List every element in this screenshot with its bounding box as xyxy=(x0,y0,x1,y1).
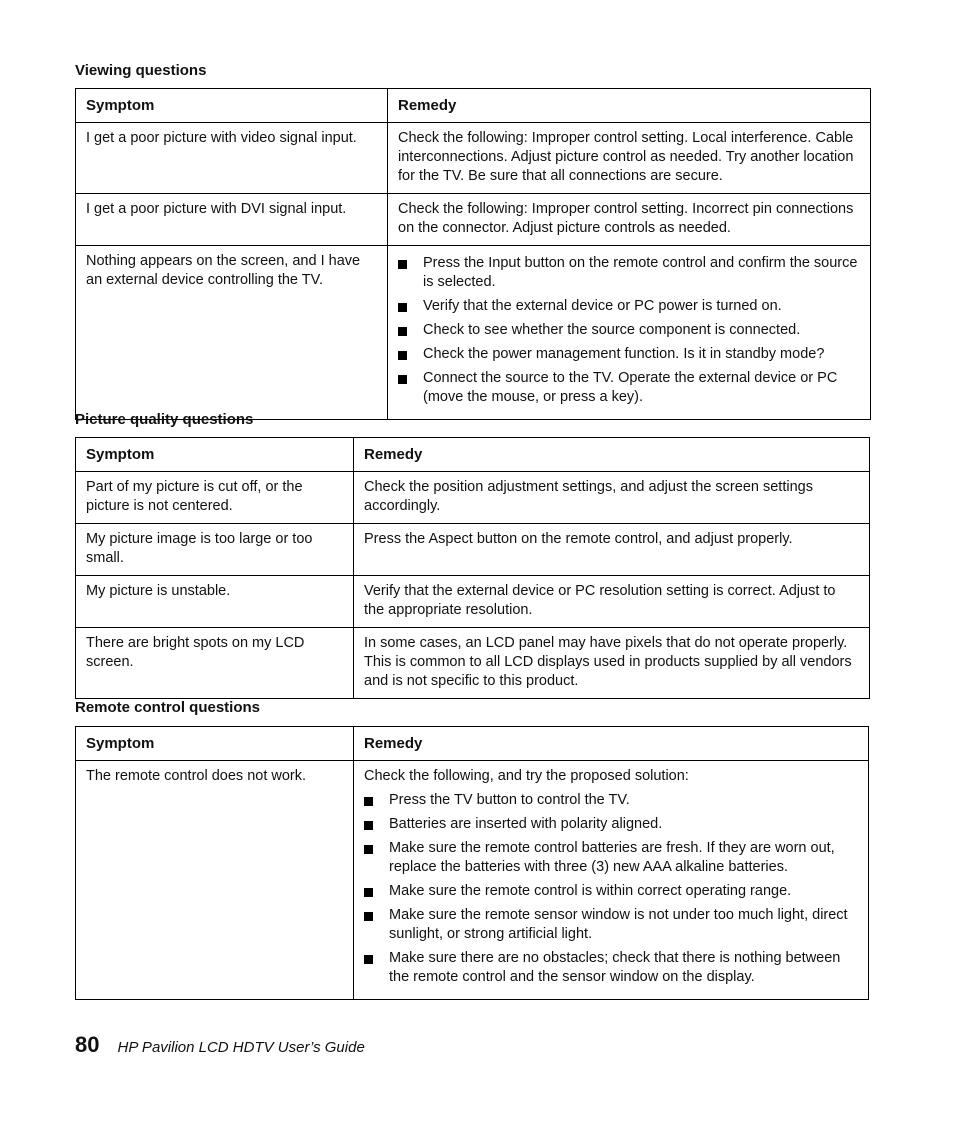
remedy-bullet-list xyxy=(364,791,858,987)
table-row xyxy=(76,472,870,524)
remedy-cell: Check the following: Improper control setting. Local interference. Cable interconnections. Adjust picture control as needed. Try another location for the TV. Be sure that all connections are secure. xyxy=(388,123,871,194)
remedy-header: Remedy xyxy=(388,89,871,123)
table-row xyxy=(76,761,869,1000)
symptom-cell: My picture image is too large or too small. xyxy=(76,524,354,576)
table-header-row xyxy=(76,89,871,123)
table-row xyxy=(76,576,870,628)
list-item: Make sure the remote sensor window is not under too much light, direct sunlight, or strong artificial light. xyxy=(364,906,858,944)
section-title-viewing: Viewing questions xyxy=(75,62,207,79)
symptom-cell: My picture is unstable. xyxy=(76,576,354,628)
table-row xyxy=(76,194,871,246)
table-header-row xyxy=(76,727,869,761)
list-item: Make sure the remote control batteries are fresh. If they are worn out, replace the batteries with three (3) new AAA alkaline batteries. xyxy=(364,839,858,877)
section-title-remote: Remote control questions xyxy=(75,699,261,716)
page-footer xyxy=(75,1032,365,1058)
list-item: Check the power management function. Is it in standby mode? xyxy=(398,345,860,364)
section-title-picture: Picture quality questions xyxy=(75,411,254,428)
remedy-cell: Check the position adjustment settings, and adjust the screen settings accordingly. xyxy=(354,472,870,524)
square-bullet-icon xyxy=(364,912,373,921)
picture-questions-table xyxy=(75,437,870,699)
square-bullet-icon xyxy=(398,351,407,360)
remedy-cell: Press the Aspect button on the remote control, and adjust properly. xyxy=(354,524,870,576)
list-item: Batteries are inserted with polarity aligned. xyxy=(364,815,858,834)
symptom-header: Symptom xyxy=(76,438,354,472)
symptom-cell: I get a poor picture with DVI signal input. xyxy=(76,194,388,246)
square-bullet-icon xyxy=(364,845,373,854)
symptom-cell: Nothing appears on the screen, and I have an external device controlling the TV. xyxy=(76,246,388,420)
table-row xyxy=(76,628,870,699)
remedy-cell: In some cases, an LCD panel may have pixels that do not operate properly. This is common to all LCD displays used in products supplied by all vendors and is not specific to this product. xyxy=(354,628,870,699)
list-item: Check to see whether the source component is connected. xyxy=(398,321,860,340)
symptom-cell: I get a poor picture with video signal input. xyxy=(76,123,388,194)
document-title: HP Pavilion LCD HDTV User’s Guide xyxy=(117,1039,365,1056)
remedy-cell: Check the following: Improper control setting. Incorrect pin connections on the connector. Adjust picture controls as needed. xyxy=(388,194,871,246)
page-number: 80 xyxy=(75,1032,100,1057)
square-bullet-icon xyxy=(364,797,373,806)
remedy-header: Remedy xyxy=(354,438,870,472)
square-bullet-icon xyxy=(364,888,373,897)
list-item: Press the Input button on the remote control and confirm the source is selected. xyxy=(398,254,860,292)
remedy-cell xyxy=(354,761,869,1000)
list-item: Verify that the external device or PC power is turned on. xyxy=(398,297,860,316)
symptom-header: Symptom xyxy=(76,727,354,761)
viewing-questions-table xyxy=(75,88,871,420)
square-bullet-icon xyxy=(364,955,373,964)
square-bullet-icon xyxy=(398,375,407,384)
table-row xyxy=(76,123,871,194)
remote-questions-table xyxy=(75,726,869,1000)
symptom-cell: Part of my picture is cut off, or the picture is not centered. xyxy=(76,472,354,524)
square-bullet-icon xyxy=(364,821,373,830)
table-row xyxy=(76,246,871,420)
table-header-row xyxy=(76,438,870,472)
square-bullet-icon xyxy=(398,303,407,312)
symptom-cell: The remote control does not work. xyxy=(76,761,354,1000)
symptom-header: Symptom xyxy=(76,89,388,123)
symptom-cell: There are bright spots on my LCD screen. xyxy=(76,628,354,699)
remedy-bullet-list xyxy=(398,254,860,407)
remedy-cell xyxy=(388,246,871,420)
list-item: Make sure the remote control is within correct operating range. xyxy=(364,882,858,901)
square-bullet-icon xyxy=(398,327,407,336)
table-row xyxy=(76,524,870,576)
remedy-intro: Check the following, and try the proposed solution: xyxy=(364,768,689,784)
remedy-cell: Verify that the external device or PC resolution setting is correct. Adjust to the appropriate resolution. xyxy=(354,576,870,628)
list-item: Connect the source to the TV. Operate the external device or PC (move the mouse, or press a key). xyxy=(398,369,860,407)
remedy-header: Remedy xyxy=(354,727,869,761)
list-item: Press the TV button to control the TV. xyxy=(364,791,858,810)
square-bullet-icon xyxy=(398,260,407,269)
list-item: Make sure there are no obstacles; check that there is nothing between the remote control and the sensor window on the display. xyxy=(364,949,858,987)
